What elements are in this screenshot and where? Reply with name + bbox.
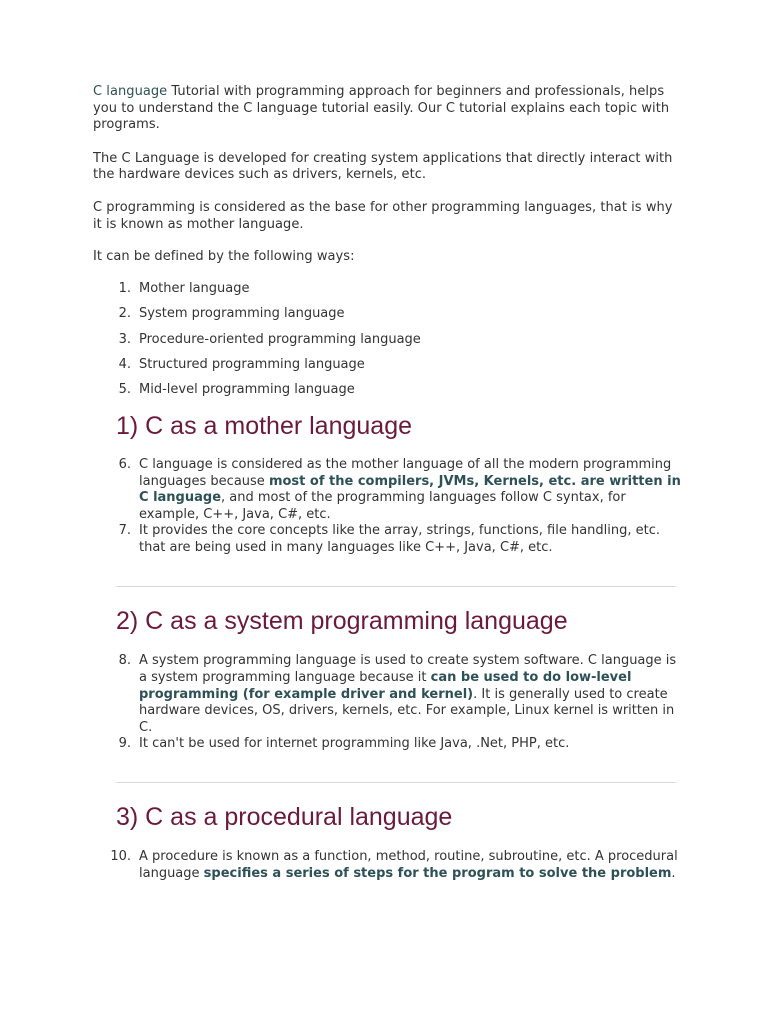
list-item bbox=[93, 653, 683, 736]
highlighted-text: specifies a series of steps for the program to solve the problem bbox=[203, 865, 672, 881]
mother-language-list bbox=[93, 457, 683, 557]
list-item-text: Mid-level programming language bbox=[139, 382, 355, 398]
base-language-paragraph: C programming is considered as the base for other programming languages, that is why it is known as mother language. bbox=[93, 199, 673, 232]
list-item-text: It provides the core concepts like the array, strings, functions, file handling, etc. that are being used in many languages like C++, Java, C#, etc. bbox=[139, 523, 661, 555]
procedural-language-list bbox=[93, 849, 683, 882]
list-item-number: 4. bbox=[118, 356, 131, 372]
list-item-text: Structured programming language bbox=[139, 356, 365, 372]
list-item bbox=[93, 382, 683, 399]
ways-list bbox=[93, 281, 683, 399]
section-heading-mother-language: 1) C as a mother language bbox=[116, 411, 413, 440]
c-language-link[interactable]: C language bbox=[93, 84, 168, 99]
list-item-text: A system programming language is used to create system software. C language is a system programming language because it bbox=[139, 653, 677, 686]
list-item-text: A procedure is known as a function, method, routine, subroutine, etc. A procedural language bbox=[139, 849, 678, 881]
definition-lead-paragraph: It can be defined by the following ways: bbox=[93, 249, 355, 265]
list-item bbox=[93, 736, 683, 753]
list-item-number: 3. bbox=[118, 331, 131, 347]
list-item-text-end: . It is generally used to create hardware devices, OS, drivers, kernels, etc. For example, Linux kernel is written in C. bbox=[139, 686, 675, 735]
list-item-number: 2. bbox=[118, 306, 131, 322]
list-item-text: Procedure-oriented programming language bbox=[139, 331, 421, 347]
list-item bbox=[93, 849, 683, 882]
intro-paragraph-text: Tutorial with programming approach for beginners and professionals, helps you to understand the C language tutorial easily. Our C tutorial explains each topic with programs. bbox=[93, 84, 670, 133]
list-item-text-end: , and most of the programming languages follow C syntax, for example, C++, Java, C#, etc. bbox=[139, 490, 626, 522]
list-item bbox=[93, 457, 683, 523]
list-item-number: 10. bbox=[110, 849, 131, 865]
list-item-text: C language is considered as the mother language of all the modern programming languages because bbox=[139, 456, 672, 489]
list-item-text-end: . bbox=[671, 865, 676, 881]
list-item-number: 1. bbox=[118, 280, 131, 296]
list-item-number: 5. bbox=[118, 382, 131, 398]
list-item-number: 9. bbox=[118, 736, 131, 752]
highlighted-text: most of the compilers, JVMs, Kernels, etc. are written in C language bbox=[139, 473, 681, 506]
list-item-number: 7. bbox=[118, 523, 131, 539]
list-item bbox=[93, 523, 683, 556]
tutorial-content bbox=[93, 84, 683, 882]
list-item-number: 6. bbox=[118, 456, 131, 472]
list-item-text: System programming language bbox=[139, 306, 345, 322]
list-item-text: Mother language bbox=[139, 280, 250, 296]
system-programming-list bbox=[93, 653, 683, 753]
list-item bbox=[93, 281, 683, 298]
list-item bbox=[93, 306, 683, 323]
list-item-number: 8. bbox=[118, 653, 131, 669]
list-item bbox=[93, 332, 683, 349]
section-heading-procedural-language: 3) C as a procedural language bbox=[116, 803, 453, 832]
section-divider bbox=[116, 782, 676, 783]
highlighted-text: can be used to do low-level programming (for example driver and kernel) bbox=[139, 670, 632, 702]
section-divider bbox=[116, 586, 676, 587]
c-development-paragraph: The C Language is developed for creating system applications that directly interact with the hardware devices such as drivers, kernels, etc. bbox=[93, 150, 673, 183]
list-item bbox=[93, 357, 683, 374]
intro-paragraph bbox=[93, 84, 683, 134]
list-item-text: It can't be used for internet programming like Java, .Net, PHP, etc. bbox=[139, 736, 570, 752]
section-heading-system-programming: 2) C as a system programming language bbox=[116, 607, 568, 636]
